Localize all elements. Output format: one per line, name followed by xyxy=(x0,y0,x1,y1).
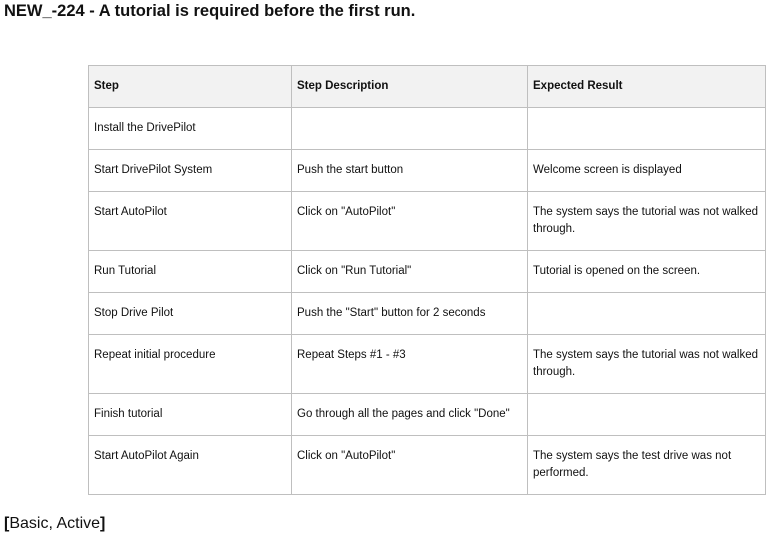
table-row xyxy=(89,192,766,251)
table-row xyxy=(89,150,766,192)
expected-result-cell xyxy=(528,394,766,436)
step-cell: Install the DrivePilot xyxy=(89,108,292,150)
column-header-step: Step xyxy=(89,66,292,108)
table-row xyxy=(89,293,766,335)
table-header-row xyxy=(89,66,766,108)
tags-line xyxy=(4,513,105,535)
table-row xyxy=(89,108,766,150)
expected-result-cell: Welcome screen is displayed xyxy=(528,150,766,192)
tags-close-bracket: ] xyxy=(100,515,106,532)
column-header-step-description: Step Description xyxy=(292,66,528,108)
step-cell: Start DrivePilot System xyxy=(89,150,292,192)
description-cell: Push the start button xyxy=(292,150,528,192)
step-cell: Repeat initial procedure xyxy=(89,335,292,394)
table-row xyxy=(89,251,766,293)
step-cell: Finish tutorial xyxy=(89,394,292,436)
description-cell: Click on "AutoPilot" xyxy=(292,192,528,251)
expected-result-cell xyxy=(528,108,766,150)
step-cell: Start AutoPilot Again xyxy=(89,436,292,495)
table-row xyxy=(89,436,766,495)
expected-result-cell: The system says the tutorial was not walked through. xyxy=(528,335,766,394)
table-row xyxy=(89,394,766,436)
column-header-expected-result: Expected Result xyxy=(528,66,766,108)
table-row xyxy=(89,335,766,394)
page-title: NEW_-224 - A tutorial is required before the first run. xyxy=(4,2,416,20)
test-steps-table xyxy=(88,65,766,495)
expected-result-cell xyxy=(528,293,766,335)
description-cell: Repeat Steps #1 - #3 xyxy=(292,335,528,394)
expected-result-cell: The system says the tutorial was not walked through. xyxy=(528,192,766,251)
expected-result-cell: Tutorial is opened on the screen. xyxy=(528,251,766,293)
step-cell: Start AutoPilot xyxy=(89,192,292,251)
step-cell: Stop Drive Pilot xyxy=(89,293,292,335)
description-cell: Go through all the pages and click "Done" xyxy=(292,394,528,436)
tags-text: Basic, Active xyxy=(9,515,101,532)
tags-open-bracket: [ xyxy=(4,515,10,532)
description-cell: Push the "Start" button for 2 seconds xyxy=(292,293,528,335)
description-cell: Click on "Run Tutorial" xyxy=(292,251,528,293)
description-cell xyxy=(292,108,528,150)
description-cell: Click on "AutoPilot" xyxy=(292,436,528,495)
step-cell: Run Tutorial xyxy=(89,251,292,293)
expected-result-cell: The system says the test drive was not performed. xyxy=(528,436,766,495)
